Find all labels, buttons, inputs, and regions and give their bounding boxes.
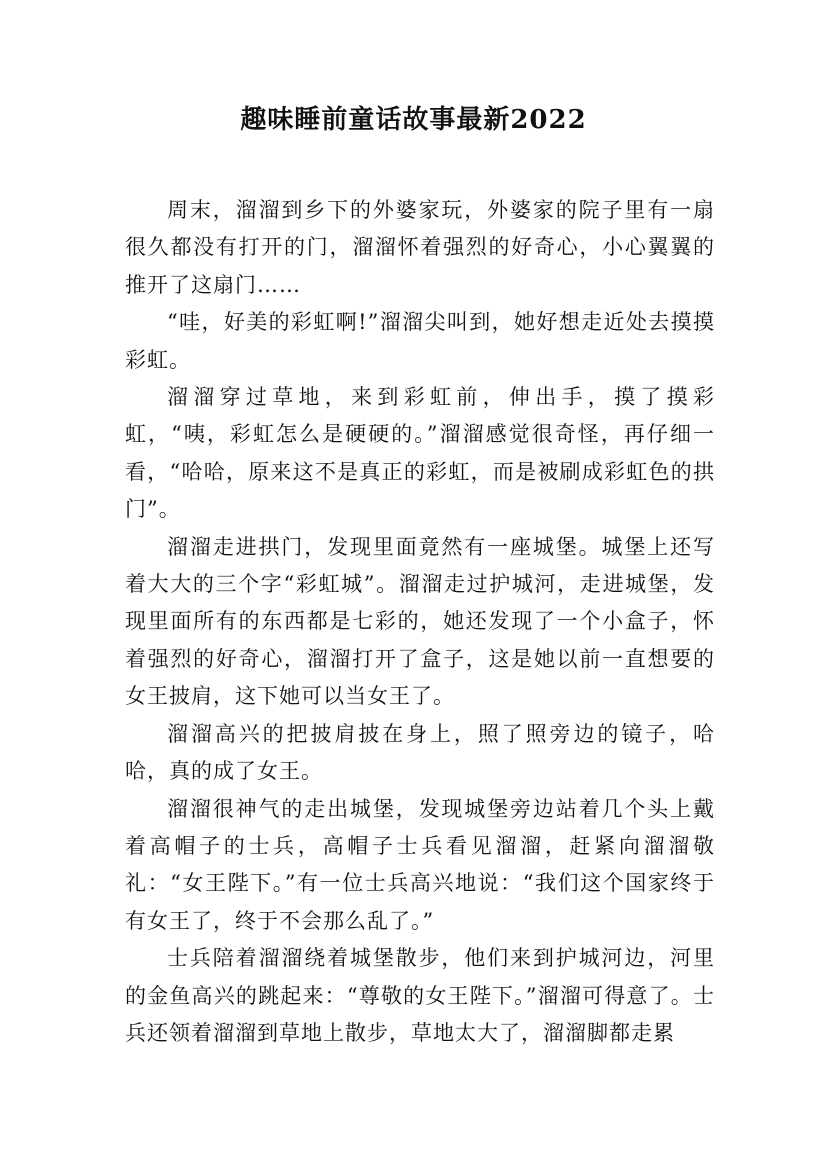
document-title: 趣味睡前童话故事最新2022	[240, 105, 587, 135]
paragraph: 士兵陪着溜溜绕着城堡散步，他们来到护城河边，河里的金鱼高兴的跳起来：“尊敬的女王陛下。”溜溜可得意了。士兵还领着溜溜到草地上散步，草地太大了，溜溜脚都走累	[125, 946, 715, 1045]
paragraph: “哇，好美的彩虹啊!”溜溜尖叫到，她好想走近处去摸摸彩虹。	[125, 310, 715, 372]
document-body	[125, 192, 715, 1052]
paragraph: 溜溜高兴的把披肩披在身上，照了照旁边的镜子，哈哈，真的成了女王。	[125, 721, 715, 784]
paragraph: 溜溜很神气的走出城堡，发现城堡旁边站着几个头上戴着高帽子的士兵，高帽子士兵看见溜溜，赶紧向溜溜敬礼：“女王陛下。”有一位士兵高兴地说：“我们这个国家终于有女王了，终于不会那么乱了。”	[125, 796, 715, 933]
paragraph: 周末，溜溜到乡下的外婆家玩，外婆家的院子里有一扇很久都没有打开的门，溜溜怀着强烈的好奇心，小心翼翼的推开了这扇门……	[125, 198, 715, 297]
paragraph: 溜溜走进拱门，发现里面竟然有一座城堡。城堡上还写着大大的三个字“彩虹城”。溜溜走过护城河，走进城堡，发现里面所有的东西都是七彩的，她还发现了一个小盒子，怀着强烈的好奇心，溜溜打开了盒子，这是她以前一直想要的女王披肩，这下她可以当女王了。	[125, 534, 715, 709]
paragraph: 溜溜穿过草地，来到彩虹前，伸出手，摸了摸彩虹，“咦，彩虹怎么是硬硬的。”溜溜感觉很奇怪，再仔细一看，“哈哈，原来这不是真正的彩虹，而是被刷成彩虹色的拱门”。	[125, 385, 715, 522]
